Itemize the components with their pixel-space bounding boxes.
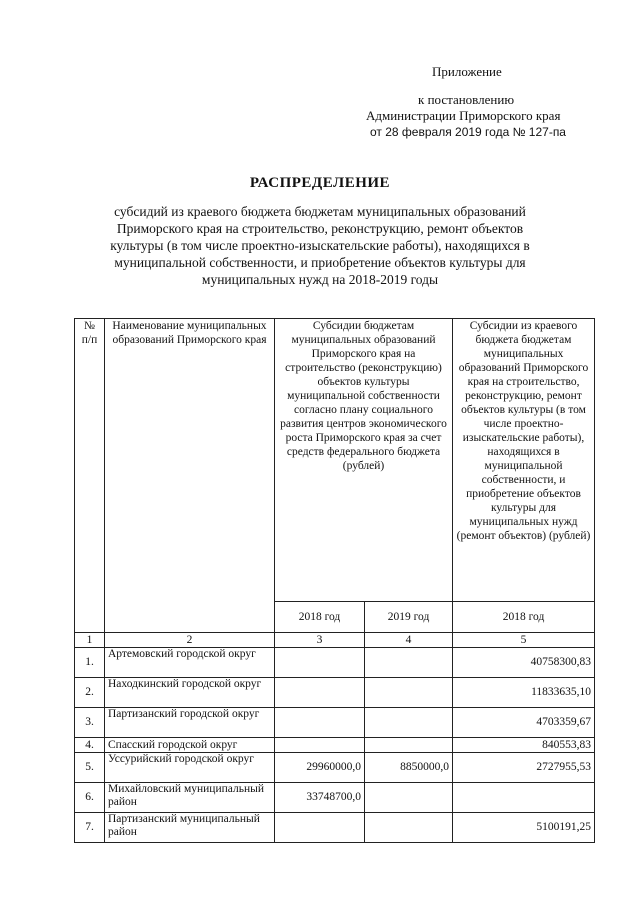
resolution-ref: к постановлению — [418, 92, 515, 107]
row-regional-2018 — [453, 783, 595, 813]
row-federal-2019 — [365, 708, 453, 738]
row-regional-2018: 840553,83 — [453, 738, 595, 753]
row-federal-2018 — [275, 813, 365, 843]
row-federal-2018 — [275, 708, 365, 738]
row-federal-2018 — [275, 648, 365, 678]
row-regional-2018: 11833635,10 — [453, 678, 595, 708]
table-row — [75, 678, 595, 708]
header-regional: Субсидии из краевого бюджета бюджетам муниципальных образований Приморского края на строительство, реконструкцию, ремонт объектов культуры (в том числе проектно-изыскательские работы), находящихся в муниципальной собственности, и приобретение объектов культуры для муниципальных нужд (ремонт объектов) (рублей) — [453, 319, 595, 602]
appendix-label: Приложение — [432, 64, 502, 79]
row-federal-2018 — [275, 738, 365, 753]
row-regional-2018: 5100191,25 — [453, 813, 595, 843]
header-num: № п/п — [75, 319, 105, 633]
row-number: 5. — [75, 753, 105, 783]
table-row — [75, 783, 595, 813]
row-number: 7. — [75, 813, 105, 843]
header-federal: Субсидии бюджетам муниципальных образований Приморского края на строительство (реконструкцию) объектов культуры муниципальной собственности согласно плану социального развития центров экономического роста Приморского края за счет средств федерального бюджета (рублей) — [275, 319, 453, 602]
header-year-2019: 2019 год — [365, 602, 453, 633]
row-regional-2018: 4703359,67 — [453, 708, 595, 738]
index-cell: 3 — [275, 633, 365, 648]
row-municipality: Партизанский городской округ — [105, 708, 275, 738]
row-number: 1. — [75, 648, 105, 678]
table-index-row — [75, 633, 595, 648]
row-federal-2018: 29960000,0 — [275, 753, 365, 783]
row-number: 6. — [75, 783, 105, 813]
row-regional-2018: 2727955,53 — [453, 753, 595, 783]
index-cell: 5 — [453, 633, 595, 648]
row-federal-2019: 8850000,0 — [365, 753, 453, 783]
row-municipality: Партизанский муниципальный район — [105, 813, 275, 843]
table-row — [75, 648, 595, 678]
table-row — [75, 708, 595, 738]
administration-name: Администрации Приморского края — [366, 108, 561, 123]
row-federal-2019 — [365, 813, 453, 843]
header-year-2018-regional: 2018 год — [453, 602, 595, 633]
row-municipality: Артемовский городской округ — [105, 648, 275, 678]
distribution-table-wrapper — [74, 318, 594, 843]
row-number: 4. — [75, 738, 105, 753]
row-federal-2018 — [275, 678, 365, 708]
index-cell: 1 — [75, 633, 105, 648]
row-municipality: Михайловский муниципальный район — [105, 783, 275, 813]
row-federal-2019 — [365, 738, 453, 753]
document-title: РАСПРЕДЕЛЕНИЕ — [249, 175, 391, 191]
index-cell: 4 — [365, 633, 453, 648]
table-header-row — [75, 319, 595, 602]
row-federal-2019 — [365, 648, 453, 678]
row-federal-2019 — [365, 783, 453, 813]
row-regional-2018: 40758300,83 — [453, 648, 595, 678]
header-name: Наименование муниципальных образований Приморского края — [105, 319, 275, 633]
document-subtitle: субсидий из краевого бюджета бюджетам муниципальных образований Приморского края на строительство, реконструкцию, ремонт объектов культуры (в том числе проектно-изыскательские работы), находящихся в муниципальной собственности, и приобретение объектов культуры для муниципальных нужд на 2018-2019 годы — [110, 204, 530, 287]
table-row — [75, 738, 595, 753]
distribution-table — [74, 318, 595, 843]
resolution-date: от 28 февраля 2019 года № 127-па — [370, 125, 566, 139]
row-municipality: Уссурийский городской округ — [105, 753, 275, 783]
index-cell: 2 — [105, 633, 275, 648]
row-federal-2019 — [365, 678, 453, 708]
table-row — [75, 813, 595, 843]
row-municipality: Находкинский городской округ — [105, 678, 275, 708]
row-federal-2018: 33748700,0 — [275, 783, 365, 813]
row-number: 2. — [75, 678, 105, 708]
row-municipality: Спасский городской округ — [105, 738, 275, 753]
header-year-2018: 2018 год — [275, 602, 365, 633]
row-number: 3. — [75, 708, 105, 738]
table-row — [75, 753, 595, 783]
